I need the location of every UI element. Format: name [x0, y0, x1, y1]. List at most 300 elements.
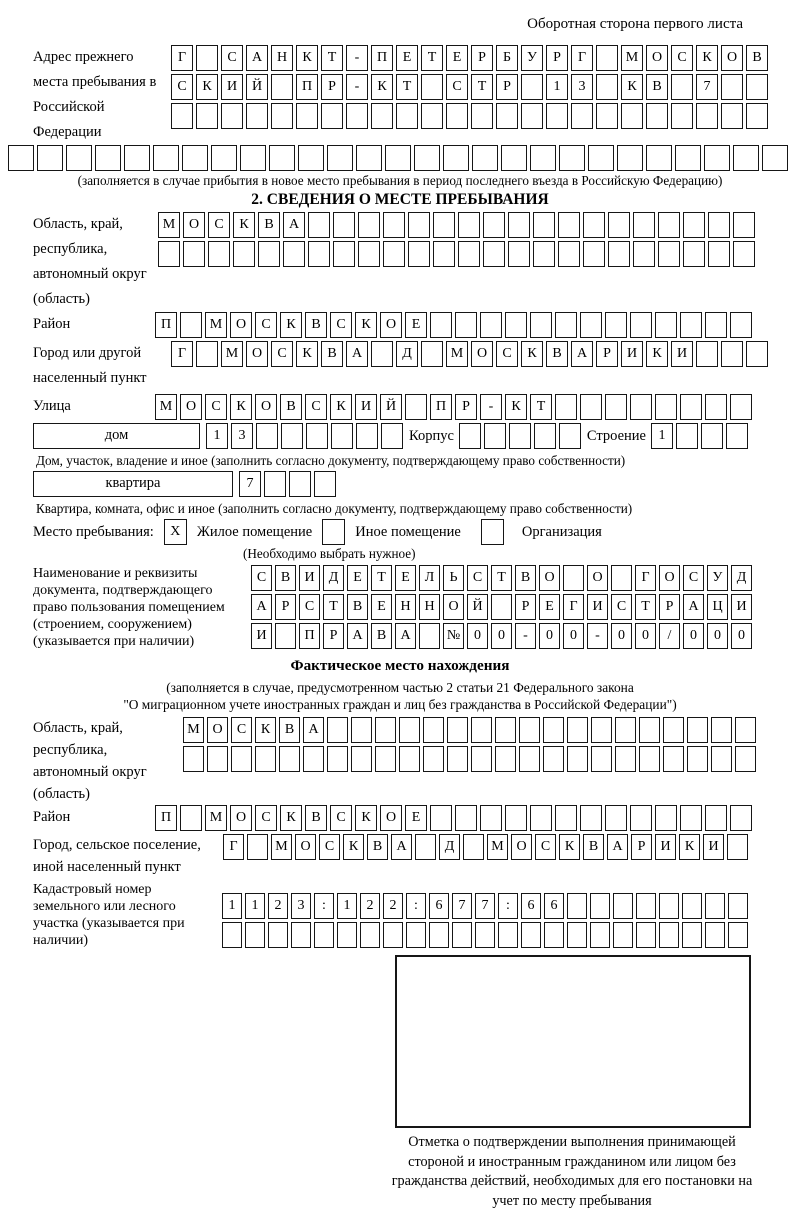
char-cell[interactable]: [475, 922, 495, 948]
char-cell[interactable]: Е: [446, 45, 468, 71]
char-cell[interactable]: [533, 212, 555, 238]
char-cell[interactable]: О: [246, 341, 268, 367]
char-cell[interactable]: С: [535, 834, 556, 860]
char-cell[interactable]: [567, 717, 588, 743]
char-cell[interactable]: [591, 746, 612, 772]
char-cell[interactable]: М: [621, 45, 643, 71]
char-cell[interactable]: [256, 423, 278, 449]
char-cell[interactable]: [733, 145, 759, 171]
char-cell[interactable]: [183, 241, 205, 267]
char-cell[interactable]: [183, 746, 204, 772]
char-cell[interactable]: [746, 103, 768, 129]
char-cell[interactable]: С: [446, 74, 468, 100]
char-cell[interactable]: [671, 74, 693, 100]
char-cell[interactable]: [333, 212, 355, 238]
char-cell[interactable]: [421, 74, 443, 100]
char-cell[interactable]: [608, 212, 630, 238]
char-cell[interactable]: Р: [659, 594, 680, 620]
char-cell[interactable]: [721, 341, 743, 367]
char-cell[interactable]: К: [233, 212, 255, 238]
char-cell[interactable]: [630, 394, 652, 420]
char-cell[interactable]: [680, 805, 702, 831]
char-cell[interactable]: Е: [396, 45, 418, 71]
char-cell[interactable]: [591, 717, 612, 743]
char-cell[interactable]: 1: [222, 893, 242, 919]
char-cell[interactable]: [746, 74, 768, 100]
char-cell[interactable]: [296, 103, 318, 129]
char-cell[interactable]: [459, 423, 481, 449]
char-cell[interactable]: [458, 241, 480, 267]
char-cell[interactable]: [633, 212, 655, 238]
char-cell[interactable]: [271, 103, 293, 129]
char-cell[interactable]: [231, 746, 252, 772]
char-cell[interactable]: С: [221, 45, 243, 71]
char-cell[interactable]: [687, 717, 708, 743]
char-cell[interactable]: К: [330, 394, 352, 420]
char-cell[interactable]: С: [299, 594, 320, 620]
char-cell[interactable]: [705, 805, 727, 831]
char-cell[interactable]: [590, 922, 610, 948]
char-cell[interactable]: [430, 312, 452, 338]
char-cell[interactable]: [583, 241, 605, 267]
char-cell[interactable]: И: [587, 594, 608, 620]
char-cell[interactable]: 1: [206, 423, 228, 449]
char-cell[interactable]: [705, 893, 725, 919]
char-cell[interactable]: Т: [323, 594, 344, 620]
char-cell[interactable]: [383, 212, 405, 238]
char-cell[interactable]: И: [621, 341, 643, 367]
char-cell[interactable]: О: [180, 394, 202, 420]
char-cell[interactable]: Т: [635, 594, 656, 620]
char-cell[interactable]: Е: [371, 594, 392, 620]
char-cell[interactable]: С: [251, 565, 272, 591]
char-cell[interactable]: [463, 834, 484, 860]
char-cell[interactable]: [733, 241, 755, 267]
char-cell[interactable]: К: [505, 394, 527, 420]
char-cell[interactable]: [696, 103, 718, 129]
char-cell[interactable]: И: [355, 394, 377, 420]
char-cell[interactable]: М: [183, 717, 204, 743]
char-cell[interactable]: [636, 893, 656, 919]
char-cell[interactable]: [546, 103, 568, 129]
char-cell[interactable]: А: [571, 341, 593, 367]
char-cell[interactable]: [533, 241, 555, 267]
char-cell[interactable]: [498, 922, 518, 948]
char-cell[interactable]: В: [305, 805, 327, 831]
char-cell[interactable]: [455, 312, 477, 338]
char-cell[interactable]: [95, 145, 121, 171]
char-cell[interactable]: [358, 212, 380, 238]
char-cell[interactable]: С: [683, 565, 704, 591]
char-cell[interactable]: К: [255, 717, 276, 743]
char-cell[interactable]: 7: [239, 471, 261, 497]
char-cell[interactable]: М: [205, 312, 227, 338]
char-cell[interactable]: А: [251, 594, 272, 620]
char-cell[interactable]: [423, 746, 444, 772]
char-cell[interactable]: [375, 717, 396, 743]
char-cell[interactable]: [433, 212, 455, 238]
char-cell[interactable]: [501, 145, 527, 171]
char-cell[interactable]: К: [696, 45, 718, 71]
char-cell[interactable]: Т: [471, 74, 493, 100]
char-cell[interactable]: С: [467, 565, 488, 591]
char-cell[interactable]: [521, 74, 543, 100]
char-cell[interactable]: О: [646, 45, 668, 71]
char-cell[interactable]: О: [511, 834, 532, 860]
char-cell[interactable]: 0: [467, 623, 488, 649]
char-cell[interactable]: [221, 103, 243, 129]
char-cell[interactable]: С: [255, 312, 277, 338]
char-cell[interactable]: -: [346, 45, 368, 71]
char-cell[interactable]: [360, 922, 380, 948]
char-cell[interactable]: 2: [383, 893, 403, 919]
char-cell[interactable]: О: [295, 834, 316, 860]
char-cell[interactable]: П: [371, 45, 393, 71]
char-cell[interactable]: [268, 922, 288, 948]
char-cell[interactable]: К: [230, 394, 252, 420]
char-cell[interactable]: [314, 471, 336, 497]
char-cell[interactable]: [680, 312, 702, 338]
char-cell[interactable]: №: [443, 623, 464, 649]
char-cell[interactable]: [730, 805, 752, 831]
dom-box[interactable]: дом: [33, 423, 200, 449]
char-cell[interactable]: [555, 312, 577, 338]
char-cell[interactable]: [356, 145, 382, 171]
char-cell[interactable]: [240, 145, 266, 171]
checkbox-inoe[interactable]: [322, 519, 345, 545]
char-cell[interactable]: [381, 423, 403, 449]
char-cell[interactable]: [356, 423, 378, 449]
char-cell[interactable]: [639, 746, 660, 772]
char-cell[interactable]: [613, 893, 633, 919]
char-cell[interactable]: [333, 241, 355, 267]
char-cell[interactable]: [711, 717, 732, 743]
char-cell[interactable]: Т: [371, 565, 392, 591]
char-cell[interactable]: П: [155, 805, 177, 831]
char-cell[interactable]: [505, 805, 527, 831]
char-cell[interactable]: [308, 241, 330, 267]
char-cell[interactable]: В: [371, 623, 392, 649]
char-cell[interactable]: [705, 394, 727, 420]
char-cell[interactable]: [289, 471, 311, 497]
char-cell[interactable]: [675, 145, 701, 171]
char-cell[interactable]: [314, 922, 334, 948]
char-cell[interactable]: 6: [521, 893, 541, 919]
char-cell[interactable]: 0: [707, 623, 728, 649]
char-cell[interactable]: [483, 241, 505, 267]
char-cell[interactable]: [580, 805, 602, 831]
char-cell[interactable]: С: [171, 74, 193, 100]
char-cell[interactable]: С: [208, 212, 230, 238]
char-cell[interactable]: -: [587, 623, 608, 649]
char-cell[interactable]: 1: [245, 893, 265, 919]
char-cell[interactable]: У: [521, 45, 543, 71]
char-cell[interactable]: 0: [491, 623, 512, 649]
char-cell[interactable]: [655, 805, 677, 831]
char-cell[interactable]: [37, 145, 63, 171]
char-cell[interactable]: О: [230, 312, 252, 338]
char-cell[interactable]: В: [258, 212, 280, 238]
char-cell[interactable]: К: [521, 341, 543, 367]
char-cell[interactable]: [596, 45, 618, 71]
char-cell[interactable]: Р: [496, 74, 518, 100]
char-cell[interactable]: [543, 746, 564, 772]
char-cell[interactable]: [471, 103, 493, 129]
char-cell[interactable]: [508, 212, 530, 238]
char-cell[interactable]: 6: [544, 893, 564, 919]
char-cell[interactable]: [471, 717, 492, 743]
char-cell[interactable]: [605, 312, 627, 338]
char-cell[interactable]: Б: [496, 45, 518, 71]
char-cell[interactable]: [208, 241, 230, 267]
char-cell[interactable]: [385, 145, 411, 171]
char-cell[interactable]: И: [299, 565, 320, 591]
char-cell[interactable]: [608, 241, 630, 267]
char-cell[interactable]: [196, 45, 218, 71]
char-cell[interactable]: О: [380, 312, 402, 338]
char-cell[interactable]: [735, 717, 756, 743]
char-cell[interactable]: [611, 565, 632, 591]
char-cell[interactable]: [735, 746, 756, 772]
char-cell[interactable]: -: [346, 74, 368, 100]
char-cell[interactable]: [704, 145, 730, 171]
char-cell[interactable]: [658, 241, 680, 267]
char-cell[interactable]: 7: [452, 893, 472, 919]
char-cell[interactable]: [530, 145, 556, 171]
char-cell[interactable]: О: [207, 717, 228, 743]
char-cell[interactable]: [279, 746, 300, 772]
char-cell[interactable]: [682, 922, 702, 948]
char-cell[interactable]: [639, 717, 660, 743]
char-cell[interactable]: Е: [405, 312, 427, 338]
char-cell[interactable]: [646, 145, 672, 171]
char-cell[interactable]: [171, 103, 193, 129]
char-cell[interactable]: А: [283, 212, 305, 238]
char-cell[interactable]: [405, 394, 427, 420]
char-cell[interactable]: [408, 241, 430, 267]
char-cell[interactable]: П: [296, 74, 318, 100]
char-cell[interactable]: [303, 746, 324, 772]
char-cell[interactable]: О: [255, 394, 277, 420]
char-cell[interactable]: [559, 423, 581, 449]
char-cell[interactable]: Й: [246, 74, 268, 100]
char-cell[interactable]: 0: [563, 623, 584, 649]
char-cell[interactable]: [519, 717, 540, 743]
char-cell[interactable]: [563, 565, 584, 591]
char-cell[interactable]: [484, 423, 506, 449]
char-cell[interactable]: [471, 746, 492, 772]
char-cell[interactable]: [521, 922, 541, 948]
char-cell[interactable]: А: [395, 623, 416, 649]
char-cell[interactable]: [443, 145, 469, 171]
char-cell[interactable]: Д: [731, 565, 752, 591]
char-cell[interactable]: [233, 241, 255, 267]
char-cell[interactable]: [327, 717, 348, 743]
char-cell[interactable]: 0: [611, 623, 632, 649]
char-cell[interactable]: [571, 103, 593, 129]
char-cell[interactable]: О: [443, 594, 464, 620]
char-cell[interactable]: [483, 212, 505, 238]
char-cell[interactable]: К: [559, 834, 580, 860]
char-cell[interactable]: Р: [321, 74, 343, 100]
char-cell[interactable]: 1: [651, 423, 673, 449]
char-cell[interactable]: Р: [471, 45, 493, 71]
checkbox-organizatsiya[interactable]: [481, 519, 504, 545]
char-cell[interactable]: У: [707, 565, 728, 591]
char-cell[interactable]: [555, 805, 577, 831]
char-cell[interactable]: К: [196, 74, 218, 100]
char-cell[interactable]: [705, 922, 725, 948]
char-cell[interactable]: [630, 805, 652, 831]
char-cell[interactable]: [559, 145, 585, 171]
char-cell[interactable]: [558, 212, 580, 238]
char-cell[interactable]: [408, 212, 430, 238]
char-cell[interactable]: Г: [171, 341, 193, 367]
char-cell[interactable]: К: [646, 341, 668, 367]
char-cell[interactable]: 1: [546, 74, 568, 100]
char-cell[interactable]: В: [321, 341, 343, 367]
char-cell[interactable]: [430, 805, 452, 831]
char-cell[interactable]: [258, 241, 280, 267]
char-cell[interactable]: [458, 212, 480, 238]
char-cell[interactable]: [580, 394, 602, 420]
char-cell[interactable]: [509, 423, 531, 449]
char-cell[interactable]: [543, 717, 564, 743]
char-cell[interactable]: М: [487, 834, 508, 860]
char-cell[interactable]: Г: [571, 45, 593, 71]
char-cell[interactable]: [480, 805, 502, 831]
char-cell[interactable]: К: [296, 341, 318, 367]
char-cell[interactable]: [414, 145, 440, 171]
char-cell[interactable]: [291, 922, 311, 948]
char-cell[interactable]: [726, 423, 748, 449]
char-cell[interactable]: [530, 805, 552, 831]
char-cell[interactable]: [371, 103, 393, 129]
char-cell[interactable]: [283, 241, 305, 267]
char-cell[interactable]: [495, 717, 516, 743]
char-cell[interactable]: А: [683, 594, 704, 620]
char-cell[interactable]: Т: [321, 45, 343, 71]
char-cell[interactable]: [663, 717, 684, 743]
char-cell[interactable]: [246, 103, 268, 129]
char-cell[interactable]: [247, 834, 268, 860]
char-cell[interactable]: И: [703, 834, 724, 860]
char-cell[interactable]: Р: [455, 394, 477, 420]
char-cell[interactable]: [567, 746, 588, 772]
char-cell[interactable]: [255, 746, 276, 772]
char-cell[interactable]: [8, 145, 34, 171]
char-cell[interactable]: С: [231, 717, 252, 743]
char-cell[interactable]: О: [380, 805, 402, 831]
char-cell[interactable]: С: [319, 834, 340, 860]
char-cell[interactable]: [124, 145, 150, 171]
char-cell[interactable]: М: [158, 212, 180, 238]
char-cell[interactable]: 3: [571, 74, 593, 100]
char-cell[interactable]: [558, 241, 580, 267]
char-cell[interactable]: И: [221, 74, 243, 100]
char-cell[interactable]: [421, 103, 443, 129]
char-cell[interactable]: Д: [323, 565, 344, 591]
char-cell[interactable]: [383, 241, 405, 267]
char-cell[interactable]: [711, 746, 732, 772]
char-cell[interactable]: [351, 717, 372, 743]
char-cell[interactable]: [596, 103, 618, 129]
char-cell[interactable]: [180, 805, 202, 831]
char-cell[interactable]: В: [367, 834, 388, 860]
char-cell[interactable]: К: [343, 834, 364, 860]
char-cell[interactable]: [530, 312, 552, 338]
char-cell[interactable]: [683, 241, 705, 267]
char-cell[interactable]: [613, 922, 633, 948]
char-cell[interactable]: [730, 312, 752, 338]
char-cell[interactable]: [671, 103, 693, 129]
char-cell[interactable]: К: [355, 312, 377, 338]
char-cell[interactable]: [621, 103, 643, 129]
char-cell[interactable]: Р: [323, 623, 344, 649]
char-cell[interactable]: 7: [475, 893, 495, 919]
char-cell[interactable]: [196, 341, 218, 367]
char-cell[interactable]: С: [271, 341, 293, 367]
char-cell[interactable]: [646, 103, 668, 129]
char-cell[interactable]: В: [305, 312, 327, 338]
char-cell[interactable]: [331, 423, 353, 449]
char-cell[interactable]: [630, 312, 652, 338]
char-cell[interactable]: В: [746, 45, 768, 71]
char-cell[interactable]: [264, 471, 286, 497]
char-cell[interactable]: Ь: [443, 565, 464, 591]
char-cell[interactable]: Р: [596, 341, 618, 367]
char-cell[interactable]: [636, 922, 656, 948]
char-cell[interactable]: А: [346, 341, 368, 367]
char-cell[interactable]: П: [299, 623, 320, 649]
char-cell[interactable]: С: [330, 805, 352, 831]
char-cell[interactable]: [495, 746, 516, 772]
char-cell[interactable]: Р: [515, 594, 536, 620]
char-cell[interactable]: К: [280, 312, 302, 338]
char-cell[interactable]: [617, 145, 643, 171]
char-cell[interactable]: Р: [631, 834, 652, 860]
char-cell[interactable]: [207, 746, 228, 772]
char-cell[interactable]: [447, 717, 468, 743]
char-cell[interactable]: С: [205, 394, 227, 420]
char-cell[interactable]: О: [539, 565, 560, 591]
char-cell[interactable]: К: [679, 834, 700, 860]
char-cell[interactable]: О: [659, 565, 680, 591]
char-cell[interactable]: [633, 241, 655, 267]
char-cell[interactable]: [327, 145, 353, 171]
char-cell[interactable]: 7: [696, 74, 718, 100]
char-cell[interactable]: М: [155, 394, 177, 420]
kvartira-box[interactable]: квартира: [33, 471, 233, 497]
char-cell[interactable]: 1: [337, 893, 357, 919]
char-cell[interactable]: О: [471, 341, 493, 367]
char-cell[interactable]: [555, 394, 577, 420]
char-cell[interactable]: [275, 623, 296, 649]
char-cell[interactable]: К: [371, 74, 393, 100]
char-cell[interactable]: В: [546, 341, 568, 367]
char-cell[interactable]: А: [347, 623, 368, 649]
char-cell[interactable]: [567, 893, 587, 919]
char-cell[interactable]: [447, 746, 468, 772]
char-cell[interactable]: [728, 893, 748, 919]
char-cell[interactable]: /: [659, 623, 680, 649]
char-cell[interactable]: 2: [360, 893, 380, 919]
char-cell[interactable]: К: [355, 805, 377, 831]
char-cell[interactable]: [687, 746, 708, 772]
char-cell[interactable]: В: [583, 834, 604, 860]
char-cell[interactable]: [721, 74, 743, 100]
char-cell[interactable]: [659, 893, 679, 919]
